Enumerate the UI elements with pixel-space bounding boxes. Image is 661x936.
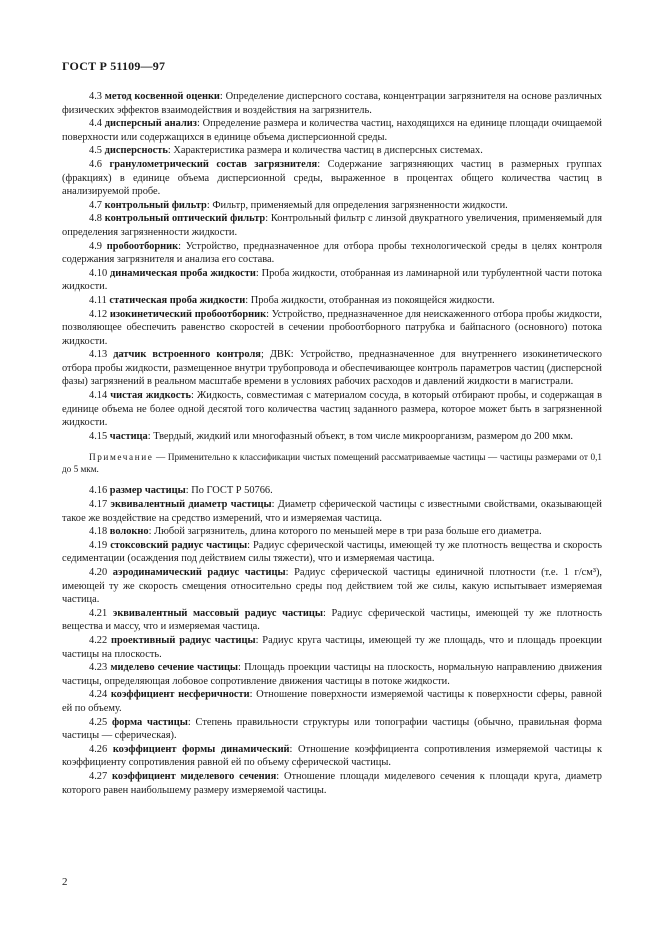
definition-text: : Определение дисперсного состава, концентрации загрязнителя на основе различных физических эффектов взаимодействия и воздействия на загрязнитель. [62, 91, 602, 116]
definition-text: : Содержание загрязняющих частиц в размерных группах (фракциях) в единице объема дисперсионной среды, выраженное в процентах общего количества частиц в анализируемой пробе. [62, 158, 602, 198]
definition-term: контрольный фильтр [104, 199, 207, 211]
definition-term: эквивалентный диаметр частицы [110, 499, 272, 511]
definition-term: форма частицы [111, 716, 188, 728]
definition-item [62, 716, 602, 743]
definition-item [62, 607, 602, 634]
definition-text: : Отношение коэффициента сопротивления измеряемой частицы к коэффициенту сопротивления равной ей по объему сферической частицы. [62, 743, 602, 769]
definition-term: частица [109, 430, 148, 442]
definition-term: гранулометрический состав загрязнителя [109, 158, 318, 170]
definition-item [62, 144, 602, 158]
definition-item [62, 484, 602, 498]
definition-number: 4.9 [89, 240, 102, 252]
definition-term: волокно [109, 526, 149, 538]
definition-item [62, 688, 602, 715]
definition-text: : Контрольный фильтр с линзой двукратного увеличения, применяемый для определения загрязненности жидкости. [62, 213, 602, 238]
definition-number: 4.14 [89, 390, 108, 402]
definition-number: 4.22 [89, 634, 108, 646]
definition-item [62, 661, 602, 688]
definition-item [62, 90, 602, 117]
definition-item [62, 430, 602, 444]
definition-number: 4.5 [89, 145, 102, 157]
definition-text: ; ДВК: Устройство, предназначенное для внутреннего изокинетического отбора пробы жидкости, размещенное внутри трубопровода и обеспечивающее контроль параметров частиц (дисперсной фазы) загрязнений в реальном масштабе времени в условиях рабочих расходов и давлений жидкости в магистрали. [62, 349, 602, 388]
definition-number: 4.11 [89, 294, 107, 306]
definition-term: дисперсный анализ [104, 118, 197, 130]
definition-number: 4.18 [89, 526, 108, 538]
definition-text: : Отношение поверхности измеряемой частицы к поверхности сферы, равной ей по объему. [62, 689, 602, 714]
definition-number: 4.8 [89, 213, 102, 225]
definition-item [62, 525, 602, 539]
definition-term: проективный радиус частицы [111, 634, 256, 646]
definition-text: : Устройство, предназначенное для неискаженного отбора пробы жидкости, позволяющее обеспечить равенство скоростей в сечении пробоотборного патрубка и байпасного (основного) потока жидкости. [62, 308, 602, 347]
definition-term: статическая проба жидкости [109, 294, 246, 306]
definition-text: : По ГОСТ Р 50766. [185, 485, 273, 497]
definitions-list [62, 90, 602, 443]
definition-item [62, 199, 602, 213]
definition-number: 4.23 [89, 662, 108, 674]
definition-number: 4.12 [89, 308, 108, 320]
definition-item [62, 158, 602, 199]
definition-item [62, 634, 602, 661]
definition-term: чистая жидкость [110, 390, 191, 402]
definition-number: 4.26 [89, 743, 108, 755]
definition-number: 4.19 [89, 539, 108, 551]
definition-term: коэффициент несферичности [110, 689, 250, 701]
definition-item [62, 743, 602, 770]
definition-number: 4.17 [89, 499, 108, 511]
definitions-list-continued [62, 484, 602, 797]
definition-term: контрольный оптический фильтр [104, 213, 266, 225]
definition-text: : Характеристика размера и количества частиц в дисперсных системах. [167, 145, 483, 157]
definition-item [62, 566, 602, 607]
definition-number: 4.7 [89, 199, 102, 211]
definition-number: 4.15 [89, 430, 108, 442]
definition-number: 4.24 [89, 689, 108, 701]
definition-item [62, 117, 602, 144]
page-number: 2 [62, 876, 68, 888]
definition-item [62, 212, 602, 239]
definition-term: стоксовский радиус частицы [110, 539, 248, 551]
definition-text: : Определение размера и количества частиц, находящихся на единице площади очищаемой поверхности или содержащихся в единице объема дисперсионной среды. [62, 118, 602, 143]
definition-text: : Любой загрязнитель, длина которого по меньшей мере в три раза больше его диаметра. [148, 526, 542, 538]
document-body [62, 90, 602, 797]
definition-term: датчик встроенного контроля [113, 349, 261, 361]
definition-text: : Радиус сферической частицы, имеющей ту же плотность вещества и массу, что и измеряемая частица. [62, 607, 602, 633]
definition-item [62, 240, 602, 267]
definition-text: : Устройство, предназначенное для отбора пробы технологической среды в целях контроля содержания загрязнителя и анализа его состава. [62, 240, 602, 266]
definition-item [62, 770, 602, 797]
definition-term: миделево сечение частицы [110, 662, 239, 674]
definition-term: метод косвенной оценки [104, 91, 220, 102]
note-paragraph [62, 451, 602, 475]
document-code-header: ГОСТ Р 51109—97 [62, 59, 166, 73]
definition-number: 4.20 [89, 567, 108, 578]
definition-text: : Диаметр сферической частицы с известными свойствами, оказывающей такое же воздействие на средство измерений, что и измеряемая частица. [62, 499, 602, 524]
definition-text: : Площадь проекции частицы на плоскость, нормальную направлению движения частицы, определяющая лобовое сопротивление движения частицы в потоке жидкости. [62, 662, 602, 687]
definition-text: : Фильтр, применяемый для определения загрязненности жидкости. [206, 199, 508, 211]
definition-number: 4.27 [89, 770, 108, 782]
definition-term: аэродинамический радиус частицы [112, 567, 286, 578]
definition-text: : Жидкость, совместимая с материалом сосуда, в который отбирают пробы, и содержащая в единице объема не более одной десятой того количества частиц заданного размера, которое может быть в загрязненной жидкости. [62, 390, 603, 429]
definition-number: 4.10 [89, 267, 108, 279]
note-label: Примечание [89, 452, 154, 463]
definition-term: эквивалентный массовый радиус частицы [112, 607, 323, 619]
definition-text: : Проба жидкости, отобранная из покоящейся жидкости. [245, 294, 495, 306]
definition-item [62, 308, 602, 349]
definition-text: : Проба жидкости, отобранная из ламинарной или турбулентной части потока жидкости. [62, 267, 602, 293]
definition-item [62, 539, 602, 566]
definition-number: 4.6 [89, 158, 102, 170]
definition-text: : Радиус круга частицы, имеющей ту же площадь, что и площадь проекции частицы на плоскость. [62, 634, 602, 660]
definition-term: изокинетический пробоотборник [109, 308, 267, 320]
definition-text: : Радиус сферической частицы единичной плотности (т.е. 1 г/см³), имеющей ту же скорость смещения относительно среды под действием той же силы, какую испытывает измеряемая частица. [62, 567, 602, 606]
definition-item [62, 389, 602, 430]
definition-term: коэффициент формы динамический [112, 743, 290, 755]
definition-text: : Отношение площади миделевого сечения к площади круга, диаметр которого равен наибольшему размеру измеряемой частицы. [62, 770, 602, 796]
definition-term: размер частицы [109, 485, 186, 497]
definition-text: : Радиус сферической частицы, имеющей ту же плотность вещества и скорость седиментации (осаждения под действием силы тяжести), что и измеряемая частица. [62, 539, 602, 565]
definition-text: : Твердый, жидкий или многофазный объект, в том числе микроорганизм, размером до 200 мкм. [147, 430, 573, 442]
definition-number: 4.25 [89, 716, 108, 728]
definition-number: 4.3 [89, 91, 102, 102]
note-text: — Применительно к классификации чистых помещений рассматриваемые частицы — частицы размерами от 0,1 до 5 мкм. [62, 452, 602, 475]
definition-number: 4.4 [89, 118, 102, 130]
definition-text: : Степень правильности структуры или топографии частицы (обычно, правильная форма частицы — сферическая). [62, 716, 602, 742]
definition-term: динамическая проба жидкости [110, 267, 256, 279]
definition-number: 4.16 [89, 485, 108, 497]
definition-item [62, 348, 602, 389]
definition-term: коэффициент миделевого сечения [112, 770, 277, 782]
definition-number: 4.13 [89, 349, 108, 361]
definition-term: пробоотборник [106, 240, 179, 252]
definition-item [62, 498, 602, 525]
definition-item [62, 267, 602, 294]
definition-term: дисперсность [104, 145, 168, 157]
definition-item [62, 294, 602, 308]
definition-number: 4.21 [89, 607, 108, 619]
